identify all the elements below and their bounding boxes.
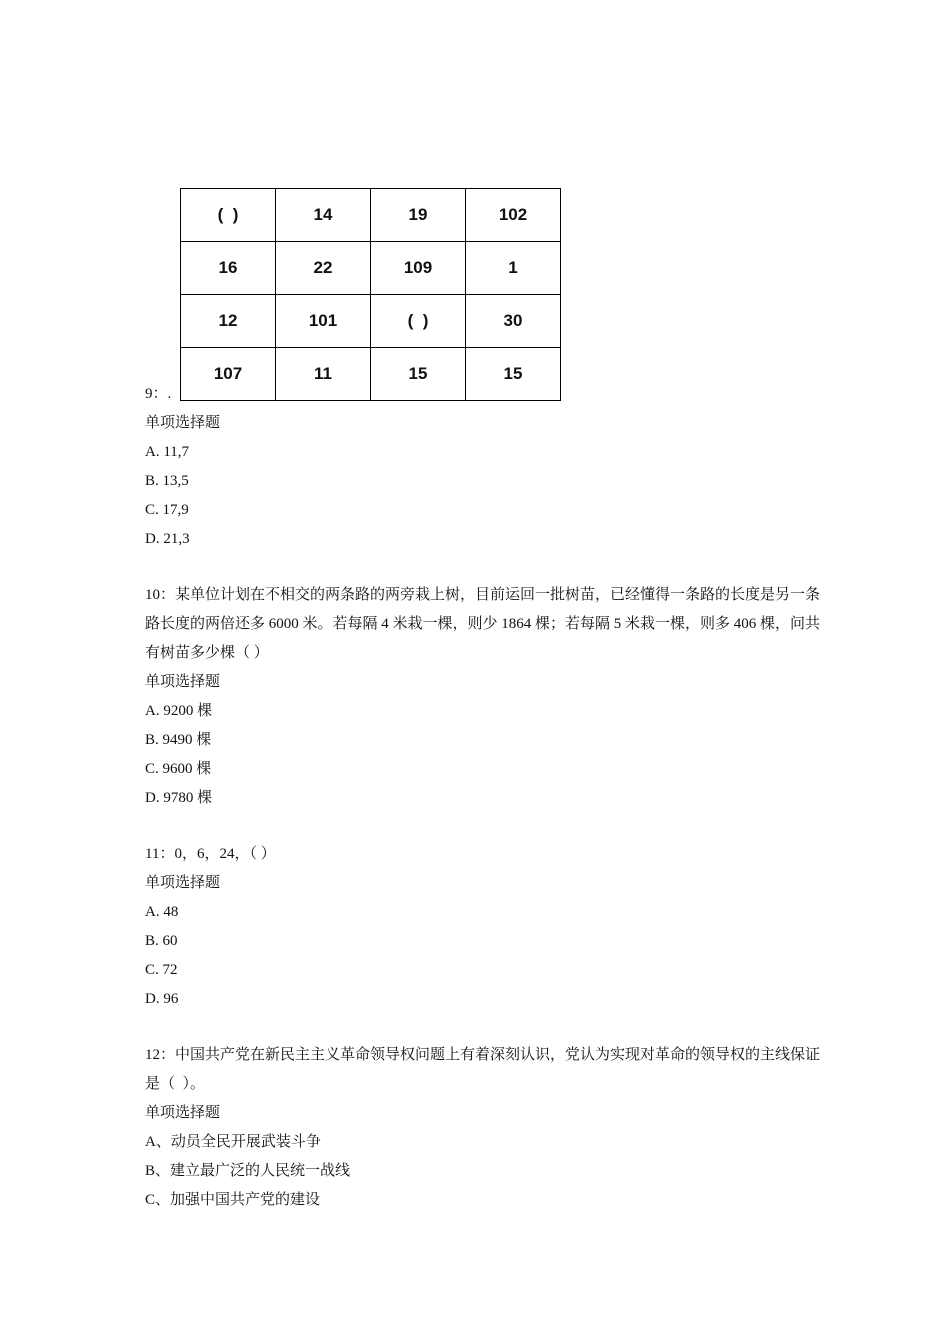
- table-cell: 14: [276, 189, 371, 242]
- option-item: D. 9780 棵: [145, 790, 213, 806]
- question-type-label: 单项选择题: [145, 415, 221, 431]
- option-item: C. 72: [145, 962, 178, 978]
- number-grid-table: [180, 188, 561, 401]
- option-item: A. 9200 棵: [145, 703, 213, 719]
- table-cell: 109: [371, 242, 466, 295]
- option-item: C. 17,9: [145, 502, 189, 518]
- table-cell: 107: [181, 348, 276, 401]
- question-stem: 10：某单位计划在不相交的两条路的两旁栽上树，目前运回一批树苗，已经懂得一条路的长度是另一条路长度的两倍还多 6000 米。若每隔 4 米栽一棵，则少 1864 棵；若每隔 5 米栽一棵，则多 406 棵，问共有树苗多少棵（ ）: [145, 587, 821, 661]
- table-cell: 19: [371, 189, 466, 242]
- table-row: [181, 242, 561, 295]
- option-item: C. 9600 棵: [145, 761, 212, 777]
- question-stem: 9：.: [145, 386, 172, 402]
- option-item: A. 48: [145, 904, 179, 920]
- option-item: D. 21,3: [145, 531, 190, 547]
- question-type-label: 单项选择题: [145, 875, 221, 891]
- table-row: [181, 295, 561, 348]
- table-cell: 22: [276, 242, 371, 295]
- table-cell: 30: [466, 295, 561, 348]
- question-stem: 11：0，6，24，（ ）: [145, 846, 276, 862]
- table-cell: 15: [371, 348, 466, 401]
- table-cell: 101: [276, 295, 371, 348]
- table-cell: 16: [181, 242, 276, 295]
- table-row: [181, 189, 561, 242]
- option-item: C、加强中国共产党的建设: [145, 1192, 321, 1208]
- option-item: A. 11,7: [145, 444, 190, 460]
- table-cell: 11: [276, 348, 371, 401]
- option-item: B. 13,5: [145, 473, 189, 489]
- option-item: B、建立最广泛的人民统一战线: [145, 1163, 351, 1179]
- question-12: [145, 1041, 833, 1215]
- table-cell: ( ): [181, 189, 276, 242]
- table-cell: 15: [466, 348, 561, 401]
- question-11: [145, 840, 833, 1014]
- question-list: [145, 380, 833, 1215]
- option-item: D. 96: [145, 991, 179, 1007]
- table-cell: 12: [181, 295, 276, 348]
- option-item: B. 60: [145, 933, 178, 949]
- table-cell: 102: [466, 189, 561, 242]
- table-cell: ( ): [371, 295, 466, 348]
- question-type-label: 单项选择题: [145, 1105, 221, 1121]
- table-cell: 1: [466, 242, 561, 295]
- option-item: A、动员全民开展武装斗争: [145, 1134, 321, 1150]
- question-10: [145, 581, 833, 813]
- question-9: [145, 380, 833, 554]
- question-stem: 12：中国共产党在新民主主义革命领导权问题上有着深刻认识，党认为实现对革命的领导权的主线保证是（ ）。: [145, 1047, 821, 1092]
- question-type-label: 单项选择题: [145, 674, 221, 690]
- option-item: B. 9490 棵: [145, 732, 212, 748]
